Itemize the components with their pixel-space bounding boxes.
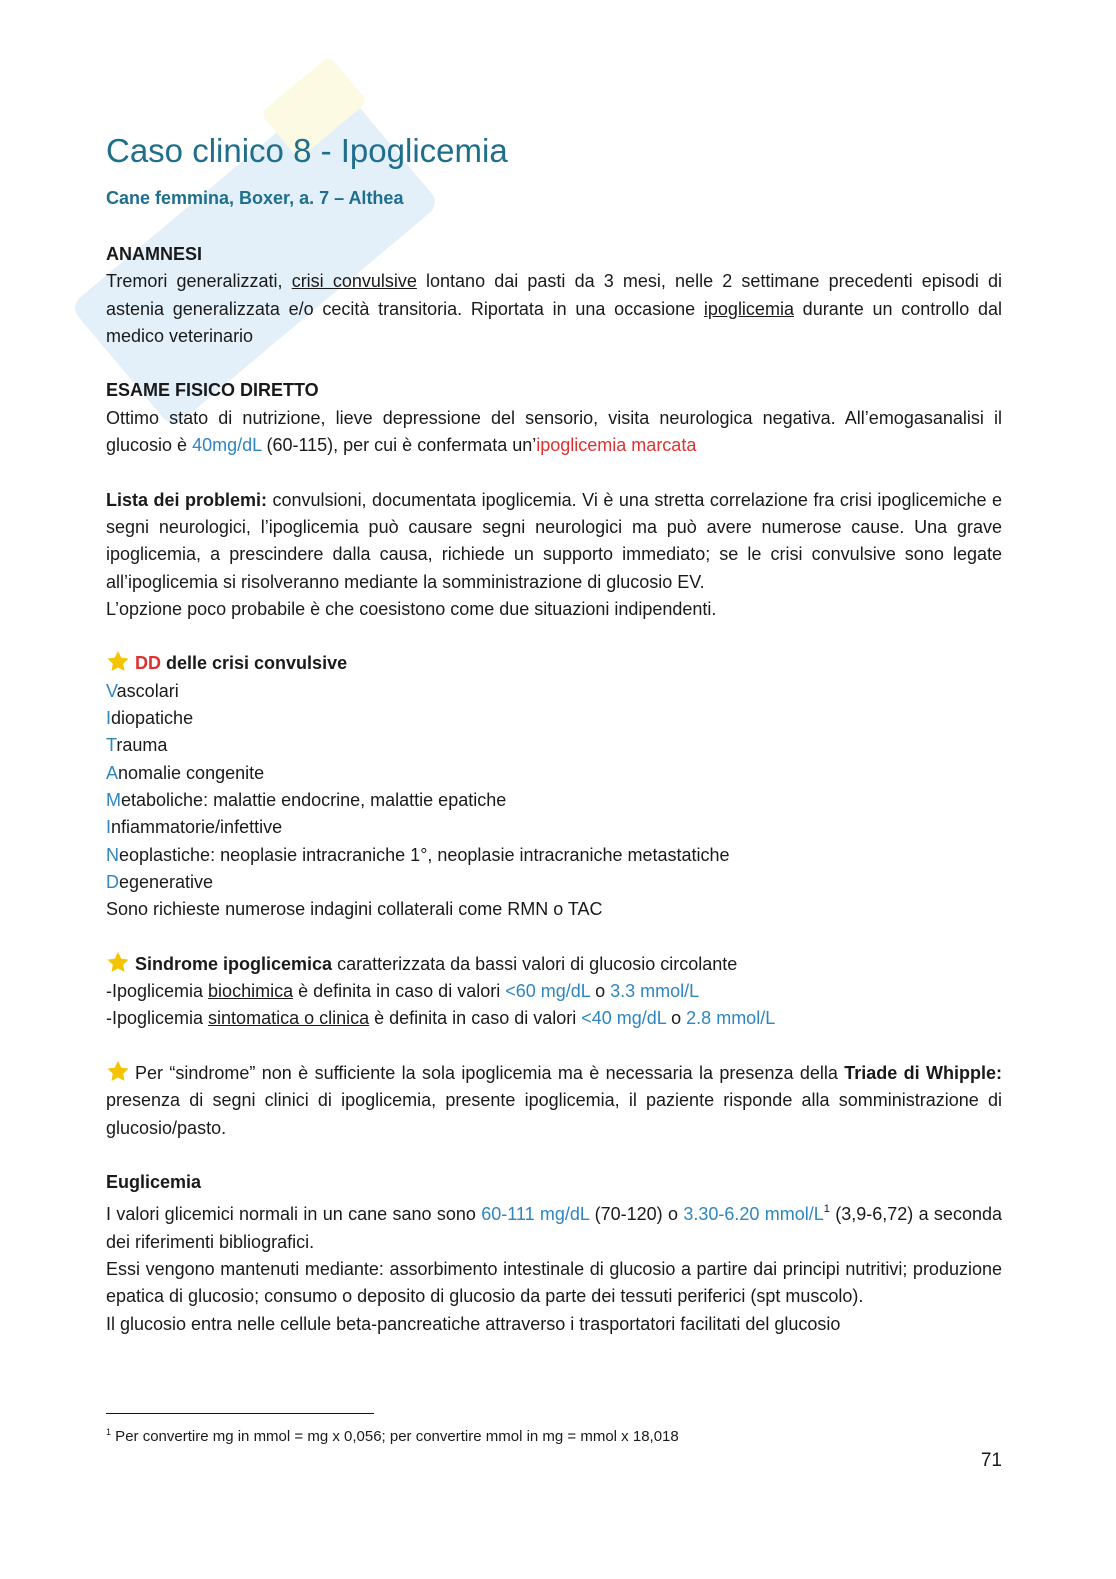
section-anamnesi: [106, 241, 1002, 350]
esame-text: Ottimo stato di nutrizione, lieve depressione del sensorio, visita neurologica negativa. All’emogasanalisi il glucosio è 40mg/dL (60-115), per cui è confermata un’ipoglicemia marcata: [106, 407, 1002, 456]
euglicemia-heading: Euglicemia: [106, 1172, 202, 1193]
euglicemia-text: I valori glicemici normali in un cane sano sono 60-111 mg/dL (70-120) o 3.30-6.20 mmol/$L^1$ (3,9-6,72) a seconda dei riferimenti bibliografici.: [106, 1203, 1002, 1252]
section-lista-problemi: [106, 487, 1002, 623]
esame-heading: ESAME FISICO DIRETTO: [106, 380, 319, 401]
section-sindrome: [106, 951, 1002, 1033]
lista-line2: L’opzione poco probabile è che coesistono come due situazioni indipendenti.: [106, 598, 717, 619]
dd-item: Vascolari: [106, 680, 179, 701]
dd-item: Degenerative: [106, 871, 214, 892]
anamnesi-text: Tremori generalizzati, crisi convulsive lontano dai pasti da 3 mesi, nelle 2 settimane precedenti episodi di astenia generalizzata e/o cecità transitoria. Riportata in una occasione ipoglicemia durante un controllo dal medico veterinario: [106, 271, 1003, 346]
sindrome-line-clinica: -Ipoglicemia sintomatica o clinica è definita in caso di valori <40 mg/dL o 2.8 mmol/L: [106, 1008, 776, 1029]
case-subtitle: Cane femmina, Boxer, a. 7 – Althea: [106, 188, 404, 208]
page-number: 71: [980, 1450, 1002, 1471]
dd-item: Idiopatiche: [106, 708, 194, 729]
footnote-divider: [106, 1413, 374, 1414]
dd-heading: DD delle crisi convulsive: [106, 650, 1002, 677]
dd-item: Trauma: [106, 735, 168, 756]
section-esame-fisico: [106, 377, 1002, 459]
section-dd: [106, 650, 1002, 923]
star-icon: [106, 1060, 130, 1082]
euglicemia-p3: Il glucosio entra nelle cellule beta-pancreatiche attraverso i trasportatori facilitati del glucosio: [106, 1313, 841, 1334]
anamnesi-heading: ANAMNESI: [106, 244, 203, 264]
star-icon: [106, 951, 130, 973]
footnote: $^1$ Per convertire mg in mmol = mg x 0,056; per convertire mmol in mg = mmol x 18,018: [106, 1427, 679, 1445]
document-body: [106, 241, 1002, 1338]
section-triade: Per “sindrome” non è sufficiente la sola ipoglicemia ma è necessaria la presenza della Triade di Whipple: presenza di segni clinici di ipoglicemia, presente ipoglicemia, il paziente risponde alla somministrazione di glucosio/pasto.: [106, 1060, 1002, 1142]
dd-item: Anomalie congenite: [106, 762, 265, 783]
dd-note: Sono richieste numerose indagini collaterali come RMN o TAC: [106, 899, 603, 920]
sindrome-line-biochimica: -Ipoglicemia biochimica è definita in caso di valori <60 mg/dL o 3.3 mmol/L: [106, 981, 700, 1002]
euglicemia-p2: Essi vengono mantenuti mediante: assorbimento intestinale di glucosio a partire dai principi nutritivi; produzione epatica di glucosio; consumo o deposito di glucosio da parte dei tessuti periferici (spt muscolo).: [106, 1258, 1002, 1307]
section-euglicemia: [106, 1169, 1002, 1338]
dd-item: Infiammatorie/infettive: [106, 817, 283, 838]
dd-item: Neoplastiche: neoplasie intracraniche 1°, neoplasie intracraniche metastatiche: [106, 844, 730, 865]
dd-item: Metaboliche: malattie endocrine, malattie epatiche: [106, 789, 507, 810]
lista-text: Lista dei problemi: convulsioni, documentata ipoglicemia. Vi è una stretta correlazione fra crisi ipoglicemiche e segni neurologici, l’ipoglicemia può causare segni neurologici ma può avere numerose cause. Una grave ipoglicemia, a prescindere dalla causa, richiede un supporto immediato; se le crisi convulsive sono legate all’ipoglicemia si risolveranno mediante la somministrazione di glucosio EV.: [106, 489, 1002, 592]
star-icon: [106, 650, 130, 672]
page-title: Caso clinico 8 - Ipoglicemia: [106, 132, 508, 169]
sindrome-heading: Sindrome ipoglicemica caratterizzata da bassi valori di glucosio circolante: [106, 951, 1002, 978]
